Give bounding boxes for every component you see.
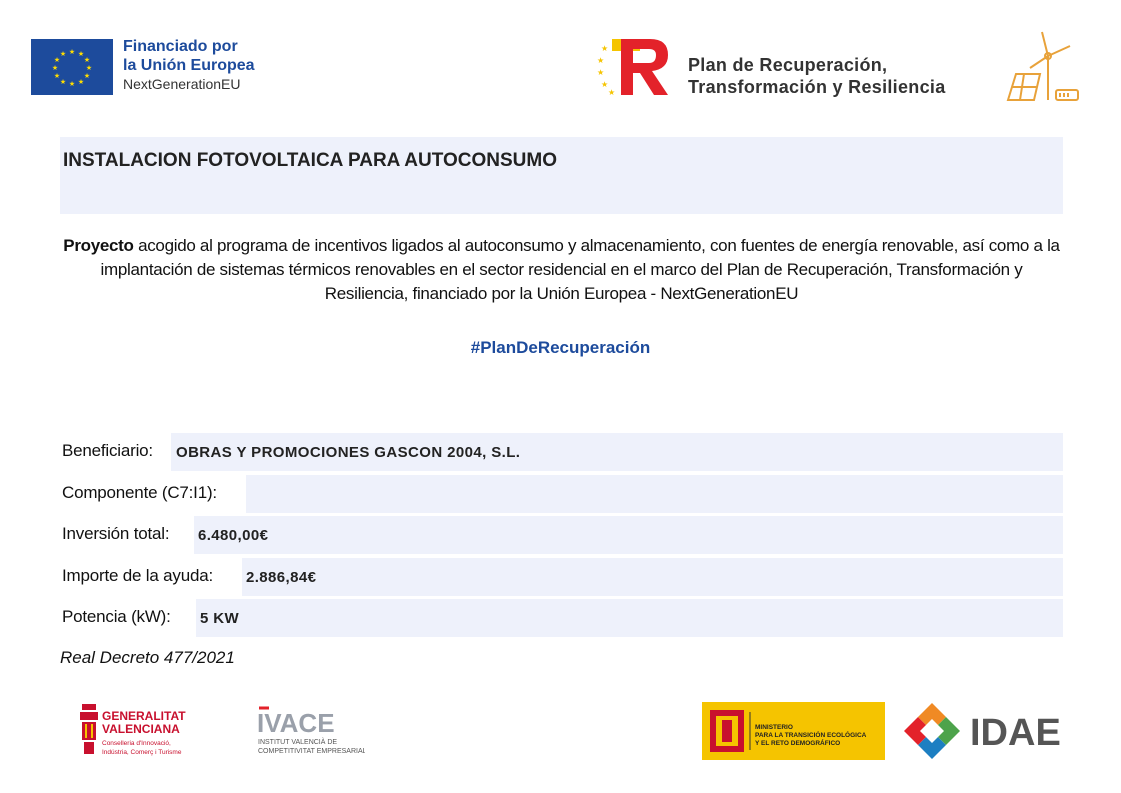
idae-logo	[900, 700, 1085, 762]
prtr-title	[688, 54, 946, 98]
svg-text:★: ★	[68, 80, 76, 88]
svg-text:★: ★	[601, 80, 609, 89]
ministerio-line2: PARA LA TRANSICIÓN ECOLÓGICA	[755, 732, 867, 739]
svg-text:★: ★	[59, 50, 67, 58]
eu-flag-logo	[31, 39, 113, 95]
ivace-name: IVACE	[257, 708, 335, 738]
ministerio-line1: MINISTERIO	[755, 724, 793, 731]
ministerio-logo	[702, 702, 885, 760]
svg-text:★: ★	[597, 68, 605, 77]
value-importe: 2.886,84€	[246, 569, 317, 586]
svg-text:★: ★	[59, 78, 67, 86]
svg-text:★: ★	[53, 56, 61, 64]
row-importe	[60, 558, 1063, 596]
eu-line3: NextGenerationEU	[123, 76, 241, 92]
label-inversion: Inversión total:	[62, 524, 170, 543]
prtr-line1: Plan de Recuperación,	[688, 55, 888, 75]
eu-line2: la Unión Europea	[123, 57, 255, 74]
svg-text:★: ★	[83, 72, 91, 80]
ivace-logo	[255, 702, 365, 762]
svg-text:★: ★	[597, 56, 605, 65]
ivace-line1: INSTITUT VALENCIÀ DE	[258, 739, 338, 746]
label-importe: Importe de la ayuda:	[62, 566, 213, 585]
value-potencia: 5 KW	[200, 610, 240, 627]
title-banner	[60, 137, 1063, 214]
description-bold: Proyecto	[63, 236, 134, 255]
svg-text:★: ★	[83, 56, 91, 64]
project-description	[60, 234, 1063, 306]
row-beneficiario	[60, 433, 1063, 471]
eu-line1: Financiado por	[123, 38, 238, 55]
gva-line1: GENERALITAT	[102, 709, 186, 723]
svg-text:★: ★	[51, 64, 59, 72]
idae-name: IDAE	[970, 712, 1061, 754]
page-title: INSTALACION FOTOVOLTAICA PARA AUTOCONSUMO	[63, 150, 557, 171]
row-componente	[60, 475, 1063, 513]
decree-reference: Real Decreto 477/2021	[60, 648, 235, 667]
value-beneficiario: OBRAS Y PROMOCIONES GASCON 2004, S.L.	[176, 444, 521, 461]
gva-line4: Indústria, Comerç i Turisme	[102, 749, 182, 756]
svg-text:★: ★	[77, 50, 85, 58]
gva-line3: Conselleria d'Innovació,	[102, 740, 171, 747]
hashtag: #PlanDeRecuperación	[470, 338, 651, 357]
eu-funding-text	[123, 37, 255, 94]
ivace-line2: COMPETITIVITAT EMPRESARIAL	[258, 748, 365, 755]
label-componente: Componente (C7:I1):	[62, 483, 217, 502]
row-inversion	[60, 516, 1063, 554]
svg-text:★: ★	[53, 72, 61, 80]
label-beneficiario: Beneficiario:	[62, 441, 153, 460]
gva-line2: VALENCIANA	[102, 722, 180, 736]
ministerio-line3: Y EL RETO DEMOGRÁFICO	[755, 740, 841, 747]
svg-text:★: ★	[608, 88, 616, 97]
row-potencia	[60, 599, 1063, 637]
generalitat-valenciana-logo	[78, 700, 208, 762]
windmill-solar-icon	[1000, 30, 1084, 104]
svg-text:★: ★	[601, 44, 609, 53]
svg-text:★: ★	[68, 48, 76, 56]
value-inversion: 6.480,00€	[198, 527, 269, 544]
label-potencia: Potencia (kW):	[62, 607, 171, 626]
prtr-logo	[596, 37, 672, 97]
svg-text:★: ★	[85, 64, 93, 72]
svg-text:★: ★	[77, 78, 85, 86]
description-text: acogido al programa de incentivos ligados al autoconsumo y almacenamiento, con fuentes de energía renovable, así como a la implantación de sistemas térmicos renovables en el sector residencial en el marco del Plan de Recuperación, Transformación y Resiliencia, financiado por la Unión Europea - NextGenerationEU	[100, 236, 1060, 303]
prtr-line2: Transformación y Resiliencia	[688, 77, 946, 97]
